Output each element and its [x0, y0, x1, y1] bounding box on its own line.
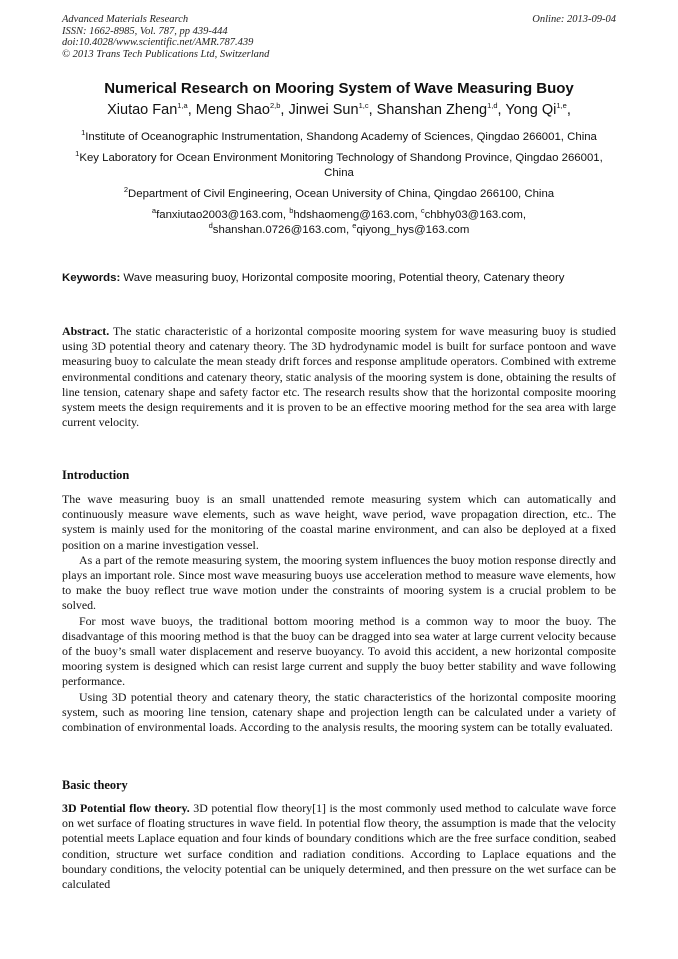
email-address: shanshan.0726@163.com, — [212, 224, 353, 236]
author-list — [62, 102, 616, 118]
email-superscript: d — [208, 221, 213, 231]
keywords — [62, 271, 616, 286]
affiliation-superscript: 2 — [123, 185, 129, 195]
email-superscript: e — [352, 221, 357, 231]
affiliation — [62, 151, 616, 181]
author-name: Shanshan Zheng — [376, 102, 488, 118]
introduction-body — [62, 492, 616, 735]
email-list — [62, 208, 616, 238]
paper-title: Numerical Research on Mooring System of Wave Measuring Buoy — [104, 80, 574, 97]
author-superscript: 1,a — [177, 101, 188, 111]
keywords-label: Keywords: — [62, 272, 121, 284]
abstract — [62, 324, 616, 430]
subsection-text: 3D potential flow theory[1] is the most commonly used method to calculate wave force on wet surface of floating structures in wave field. In potential flow theory, the assumption is made that the velocity potential meets Laplace equation and four kinds of boundary conditions which are the free surface condition, seabed condition, structure wet surface condition and radiation conditions. According to Laplace equations and the boundary conditions, the velocity potential can be uniquely determined, and then pressure on the wet surface can be calculated — [62, 801, 616, 892]
author-separator: , — [280, 102, 289, 118]
affiliations — [62, 130, 616, 238]
email-superscript: b — [289, 206, 294, 216]
affiliation — [62, 187, 616, 202]
affiliation-superscript: 1 — [75, 149, 80, 159]
author-separator: , — [566, 102, 571, 118]
email-superscript: c — [420, 206, 425, 216]
journal-issn: ISSN: 1662-8985, Vol. 787, pp 439-444 — [62, 25, 228, 37]
author-superscript: 1,c — [358, 101, 369, 111]
email-address: fanxiutao2003@163.com, — [156, 209, 290, 221]
paragraph: For most wave buoys, the traditional bottom mooring method is a common way to moor the buoy. The disadvantage of this mooring method is that the buoy can be dragged into sea water at large current velocity because of the buoy’s small water displacement and reserve buoyancy. To avoid this accident, a new horizontal composite mooring system is designed which can resist large current and supply the buoy better stability and wave following performance. — [62, 613, 616, 689]
abstract-text: The static characteristic of a horizontal composite mooring system for wave measuring buoy is studied using 3D potential theory and catenary theory. The 3D hydrodynamic model is built for surface pontoon and wave measuring buoy to calculate the mean steady drift forces and response amplitude operators. Combined with extreme environmental conditions and catenary theory, static analysis of the mooring system is done, obtaining the results of line tension, catenary shape and safety factor etc. The research results show that the horizontal composite mooring system meets the design requirements and it is proven to be an effective mooring method for the sea area with large current velocity. — [62, 324, 616, 430]
paragraph: Using 3D potential theory and catenary theory, the static characteristics of the horizontal composite mooring system, such as mooring line tension, catenary shape and projection length can be calculated under a variety of combination of environmental loads. According to the analysis results, the mooring system can be totally evaluated. — [62, 689, 616, 735]
author-separator: , — [187, 102, 196, 118]
abstract-label: Abstract. — [62, 324, 110, 338]
keywords-text: Wave measuring buoy, Horizontal composite mooring, Potential theory, Catenary theory — [123, 272, 565, 284]
introduction-heading: Introduction — [62, 468, 130, 482]
affiliation-text: Department of Civil Engineering, Ocean University of China, Qingdao 266100, China — [128, 188, 555, 200]
affiliation-superscript: 1 — [81, 128, 86, 138]
author-name: Meng Shao — [195, 102, 270, 118]
journal-copyright: © 2013 Trans Tech Publications Ltd, Switzerland — [62, 48, 270, 60]
journal-doi: doi:10.4028/www.scientific.net/AMR.787.439 — [62, 37, 254, 49]
subsection-label: 3D Potential flow theory. — [62, 801, 190, 815]
journal-name: Advanced Materials Research — [62, 14, 189, 25]
author-superscript: 1,d — [487, 101, 498, 111]
journal-header — [62, 14, 616, 60]
online-date: Online: 2013-09-04 — [532, 14, 616, 25]
affiliation-text: Institute of Oceanographic Instrumentation, Shandong Academy of Sciences, Qingdao 266001, China — [85, 131, 597, 143]
author-name: Yong Qi — [505, 102, 557, 118]
basic-theory-heading: Basic theory — [62, 778, 128, 792]
paragraph: The wave measuring buoy is an small unattended remote measuring system which can automatically and continuously measure wave elements, such as wave height, wave period, wave propagation direction, etc.. The system is mainly used for the monitoring of the coastal marine environment, and can also be deployed at a fixed position on a marine investigation vessel. — [62, 492, 616, 552]
author-name: Xiutao Fan — [107, 102, 178, 118]
paragraph: As a part of the remote measuring system, the mooring system influences the buoy motion response directly and plays an important role. Since most wave measuring buoys use acceleration method to measure wave elements, how to make the buoy reflect true wave motion under the constraints of mooring system is a crucial problem to be solved. — [62, 552, 616, 613]
email-address: chbhy03@163.com, — [424, 209, 527, 221]
affiliation — [62, 130, 616, 145]
email-address: hdshaomeng@163.com, — [293, 209, 421, 221]
author-separator: , — [368, 102, 377, 118]
email-superscript: a — [151, 206, 157, 216]
author-superscript: 2,b — [269, 101, 281, 111]
affiliation-text: Key Laboratory for Ocean Environment Monitoring Technology of Shandong Province, Qingdao 266001, China — [79, 152, 603, 179]
email-address: qiyong_hys@163.com — [356, 224, 470, 236]
basic-theory-body — [62, 801, 616, 892]
author-name: Jinwei Sun — [288, 102, 359, 118]
author-separator: , — [497, 102, 506, 118]
author-superscript: 1,e — [556, 101, 567, 111]
